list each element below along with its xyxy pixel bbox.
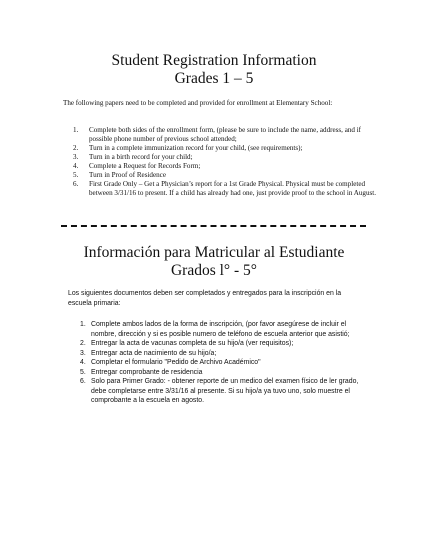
list-item	[63, 162, 381, 171]
english-intro-paragraph: The following papers need to be completed and provided for enrollment at Elementary School:	[63, 99, 333, 107]
list-item	[68, 339, 368, 349]
list-item-text: First Grade Only – Get a Physician’s report for a 1st Grade Physical. Physical must be completed between 3/31/16 to present. If a child has already had one, just provide proof to the school in August.	[89, 180, 377, 197]
list-item	[68, 349, 368, 359]
list-item	[68, 377, 368, 406]
list-item-text: Complete ambos lados de la forma de inscripción, (por favor asegúrese de incluir el nombre, dirección y si es posible numero de teléfono de escuela anterior que asistió;	[91, 321, 350, 338]
list-item-text: Turn in Proof of Residence	[89, 171, 166, 179]
list-number: 6.	[73, 180, 79, 188]
list-item-text: Entregar comprobante de residencia	[91, 368, 203, 376]
list-number: 1.	[73, 126, 79, 134]
list-number: 3.	[80, 349, 86, 357]
list-number: 4.	[73, 162, 79, 170]
list-number: 1.	[80, 321, 86, 328]
list-item	[63, 126, 381, 144]
list-item-text: Turn in a complete immunization record for your child, (see requirements);	[89, 144, 303, 152]
list-item-text: Entregar la acta de vacunas completa de su hijo/a (ver requisitos);	[91, 340, 294, 347]
list-number: 4.	[80, 359, 86, 366]
list-item-text: Solo para Primer Grado: - obtener reporte de un medico del examen físico de ler grado, debe completarse entre 3/31/16 al presente. Si su hijo/a ya tuvo uno, solo muestre el comprobante a la escuela en agosto.	[91, 378, 359, 404]
list-item-text: Entregar acta de nacimiento de su hijo/a;	[91, 349, 217, 357]
list-number: 2.	[80, 340, 86, 347]
english-requirements-list	[63, 126, 381, 198]
list-item-text: Turn in a birth record for your child;	[89, 153, 193, 161]
list-number: 2.	[73, 144, 79, 152]
list-item	[68, 368, 368, 378]
list-item	[63, 171, 381, 180]
dashed-divider	[61, 225, 366, 227]
list-number: 3.	[73, 153, 79, 161]
spanish-requirements-list	[68, 320, 368, 406]
english-title: Student Registration Information	[111, 52, 317, 69]
list-item-text: Completar el formulario "Pedido de Archivo Académico"	[91, 359, 261, 366]
spanish-intro-paragraph: Los siguientes documentos deben ser completados y entregados para la inscripción en la escuela primaria:	[68, 290, 342, 307]
english-grades-subtitle: Grades 1 – 5	[174, 70, 254, 87]
list-item	[68, 320, 368, 339]
spanish-title: Información para Matricular al Estudiante	[83, 244, 345, 261]
list-number: 5.	[80, 368, 86, 376]
list-item-text: Complete a Request for Records Form;	[89, 162, 201, 170]
list-number: 6.	[80, 378, 86, 385]
list-item	[63, 153, 381, 162]
list-number: 5.	[73, 171, 79, 179]
list-item	[63, 144, 381, 153]
list-item	[63, 180, 381, 198]
list-item-text: Complete both sides of the enrollment form, (please be sure to include the name, address, and if possible phone number of previous school attended;	[89, 126, 362, 143]
spanish-grades-subtitle: Grados l° - 5°	[170, 262, 257, 279]
list-item	[68, 358, 368, 368]
